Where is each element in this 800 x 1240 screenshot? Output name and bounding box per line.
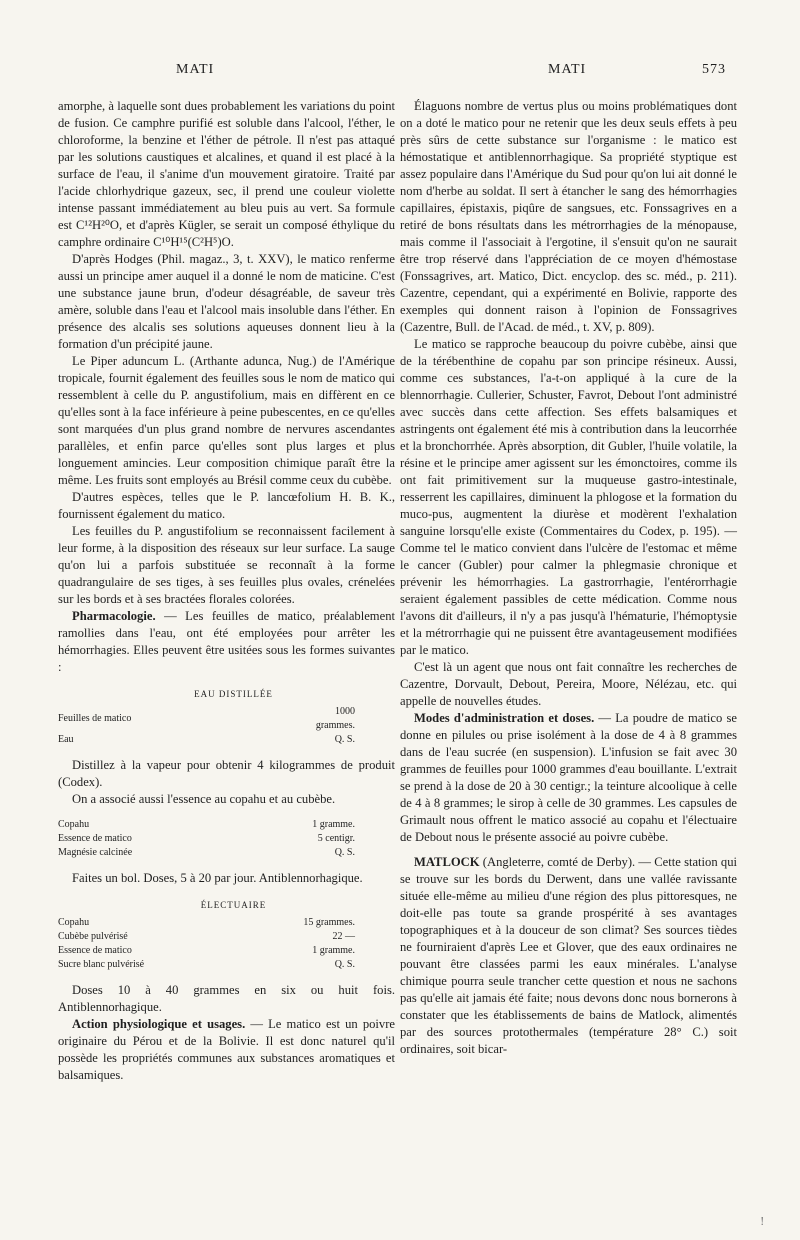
paragraph-text: (Angleterre, comté de Derby). — Cette station qui se trouve sur les bords du Derwent, dans une vallée ravissante située elle-même au milieu d'une région des plus pittoresques, ne doit-elle pas toute sa grande prospérité à ses avantages topographiques et à la douceur de son climat? Ses sources tièdes ne fourniraient d'après Lee et Glover, que des eaux ordinaires ne pouvant être classées parmi les eaux minérales. L'analyse chimique pourra seule trancher cette question et nous ne sachons pas qu'elle ait jamais été faite; nous devons donc nous bornerons à constater que les établissements de bains de Matlock, alimentés par des sources protothermales (température 28° C.) soit ordinaires, soit bicar- — [400, 855, 737, 1056]
recipe-title: ÉLECTUAIRE — [200, 900, 267, 910]
recipe-electuaire — [58, 916, 395, 972]
recipe-row — [58, 733, 395, 747]
paragraph: Distillez à la vapeur pour obtenir 4 kilogrammes de produit (Codex). — [58, 758, 395, 789]
ingredient: Sucre blanc pulvérisé — [58, 959, 145, 970]
right-column — [400, 98, 737, 1058]
left-running-title: MATI — [176, 62, 215, 77]
recipe-row — [58, 705, 395, 733]
section-heading: Action physiologique et usages. — [72, 1017, 246, 1031]
quantity: 22 — — [332, 931, 355, 942]
ingredient: Magnésie calcinée — [58, 847, 133, 858]
recipe-title: EAU DISTILLÉE — [194, 689, 273, 699]
recipe-bol — [58, 818, 395, 860]
paragraph: Les feuilles du P. angustifolium se reconnaissent facilement à leur forme, à la disposition des réseaux sur leur surface. La sauge qu'on lui a parfois substituée se reconnaît à la forme quadrangulaire de ses tiges, à ses feuilles plus ovales, crénelées sur les bords et à ses bractées florales colorées. — [58, 524, 395, 606]
quantity: Q. S. — [334, 847, 355, 858]
ingredient: Essence de matico — [58, 945, 132, 956]
quantity: Q. S. — [334, 959, 355, 970]
paragraph: Le Piper aduncum L. (Arthante adunca, Nug.) de l'Amérique tropicale, fournit également des feuilles sous le nom de matico qui ressemblent à celle du P. angustifolium, mais en diffèrent en ce qu'elles sont à la face inférieure à peine pubescentes, en ce qu'elles sont marquées d'un plus grand nombre de nervures ascendantes parallèles, et enfin parce qu'elles sont plus larges et plus longuement amincies. Leur composition chimique paraît être la même. Les fruits sont employés au Brésil comme ceux du cubèbe. — [58, 354, 395, 487]
ingredient: Essence de matico — [58, 833, 132, 844]
paragraph: D'après Hodges (Phil. magaz., 3, t. XXV), le matico renferme aussi un principe amer auquel il a donné le nom de maticine. C'est une substance jaune brun, d'odeur désagréable, de saveur très amère, soluble dans l'eau et l'alcool mais insoluble dans l'éther. En présence des alcalis ses solutions aqueuses donnent lieu à la formation d'un précipité jaune. — [58, 252, 395, 351]
right-running-title: MATI — [548, 62, 587, 77]
paragraph: D'autres espèces, telles que le P. lancœfolium H. B. K., fournissent également du matico. — [58, 490, 395, 521]
recipe-eau-distillee — [58, 705, 395, 747]
recipe-row — [58, 818, 395, 832]
recipe-row — [58, 958, 395, 972]
section-heading: Pharmacologie. — [72, 609, 156, 623]
ingredient: Feuilles de matico — [58, 713, 132, 724]
paragraph: amorphe, à laquelle sont dues probablement les variations du point de fusion. Ce camphre purifié est soluble dans l'alcool, l'éther, le chloroforme, la benzine et l'éther de pétrole. Il n'est pas attaqué par les solutions caustiques et alcalines, et quand il est placé à la surface de l'eau, il s'anime d'un mouvement giratoire. Traité par l'acide chlorhydrique gazeux, sec, il prend une couleur violette intense passant immédiatement au bleu puis au vert. Sa formule est C¹²H²⁰O, et d'après Kügler, se serait un composé éthylique du camphre ordinaire C¹⁰H¹⁵(C²H⁵)O. — [58, 99, 395, 249]
paragraph: Élaguons nombre de vertus plus ou moins problématiques dont on a doté le matico pour ne retenir que les deux seuls effets à peu près sûrs de cette substance sur l'organisme : le matico est hémostatique et antiblennorrhagique. Sa propriété styptique est assez populaire dans l'Amérique du Sud pour qu'on lui ait donné le nom d'herbe au soldat. Il sert à étancher le sang des hémorrhagies capillaires, épistaxis, piqûre de sangsues, etc. Fonssagrives en a retiré de bons résultats dans les métrorrhagies de la ménopause, mais comme il l'associait à l'ergotine, il s'ensuit qu'on ne saurait être trop réservé dans l'appréciation de ce moyen d'hémostase (Fonssagrives, art. Matico, Dict. encyclop. des sc. méd., p. 211). Cazentre, cependant, qui a expérimenté en Bolivie, rapporte des exemples qui donnent raison à l'opinion de Fonssagrives (Cazentre, Bull. de l'Acad. de méd., t. XV, p. 809). — [400, 99, 737, 334]
recipe-row — [58, 846, 395, 860]
ingredient: Eau — [58, 734, 74, 745]
paragraph-text: — Les feuilles de matico, préalablement ramollies dans l'eau, ont été employées pour arrêter les hémorrhagies. Elles peuvent être usitées sous les formes suivantes : — [58, 609, 395, 674]
left-column — [58, 98, 395, 1084]
paragraph: C'est là un agent que nous ont fait connaître les recherches de Cazentre, Dorvault, Debout, Pereira, Moore, Nélézau, etc. qui appelle de nouvelles études. — [400, 660, 737, 708]
quantity: 15 grammes. — [303, 917, 355, 928]
margin-mark: ! — [760, 1215, 765, 1228]
ingredient: Copahu — [58, 917, 90, 928]
recipe-row — [58, 832, 395, 846]
recipe-row — [58, 944, 395, 958]
page-number: 573 — [702, 62, 726, 77]
entry-matlock — [400, 854, 737, 1058]
paragraph: Faites un bol. Doses, 5 à 20 par jour. Antiblennorhagique. — [72, 871, 363, 885]
entry-headword: MATLOCK — [414, 855, 480, 869]
paragraph-pharmacologie — [58, 608, 395, 676]
quantity: 1000 grammes. — [315, 706, 355, 731]
recipe-row — [58, 916, 395, 930]
paragraph: Le matico se rapproche beaucoup du poivre cubèbe, ainsi que de la térébenthine de copahu par son principe résineux. Aussi, comme ces substances, l'a-t-on appliqué à la cure de la blennorrhagie. Cullerier, Schuster, Favrot, Debout l'ont administré avec succès dans cette affection. Ses effets balsamiques et astringents ont également été mis à contribution dans la leucorrhée et la bronchorrhée. Après absorption, dit Gubler, l'huile volatile, la résine et le principe amer agissent sur les émonctoires, comme ils ont fait primitivement sur la muqueuse gastro-intestinale, resserrent les capillaires, diminuent la phlogose et la formation du muco-pus, augmentent la diurèse et modèrent l'exhalation sanguine lorsqu'elle existe (Commentaires du Codex, p. 195). — Comme tel le matico convient dans l'ulcère de l'estomac et même le cancer (Gubler) pour calmer la phlegmasie chronique et prévenir les hémorrhagies. La gastrorrhagie, l'entérorrhagie seraient également passibles de cette médication. Comme nous l'avons dit d'ailleurs, il n'y a pas jusqu'à l'hématurie, l'hémoptysie et la métrorrhagie qui ne puissent être avantageusement modifiées par le matico. — [400, 337, 737, 657]
paragraph-text: — La poudre de matico se donne en pilules ou prise isolément à la dose de 4 à 8 grammes dans de l'eau sucrée (en suspension). L'infusion se fait avec 30 grammes de feuilles pour 1000 grammes d'eau bouillante. L'extrait se prend à la dose de 20 à 30 centigr.; la teinture alcoolique à celle de 4 à 8 grammes; le sirop à celle de 30 grammes. Les capsules de Grimault nous offrent le matico associé au copahu et l'électuaire de Debout nous le présente associé au poivre cubèbe. — [400, 711, 737, 844]
ingredient: Cubèbe pulvérisé — [58, 931, 128, 942]
quantity: Q. S. — [334, 734, 355, 745]
quantity: 5 centigr. — [317, 833, 355, 844]
recipe-row — [58, 930, 395, 944]
paragraph-text: — Le matico est un poivre originaire du Pérou et de la Bolivie. Il est donc naturel qu'il possède les propriétés communes aux substances aromatiques et balsamiques. — [58, 1017, 395, 1082]
quantity: 1 gramme. — [312, 945, 355, 956]
paragraph-modes — [400, 710, 737, 846]
quantity: 1 gramme. — [312, 819, 355, 830]
section-heading: Modes d'administration et doses. — [414, 711, 595, 725]
paragraph: Doses 10 à 40 grammes en six ou huit fois. Antiblennorhagique. — [58, 983, 395, 1014]
ingredient: Copahu — [58, 819, 90, 830]
running-header — [0, 62, 800, 84]
paragraph: On a associé aussi l'essence au copahu et au cubèbe. — [72, 792, 336, 806]
paragraph-action — [58, 1016, 395, 1084]
